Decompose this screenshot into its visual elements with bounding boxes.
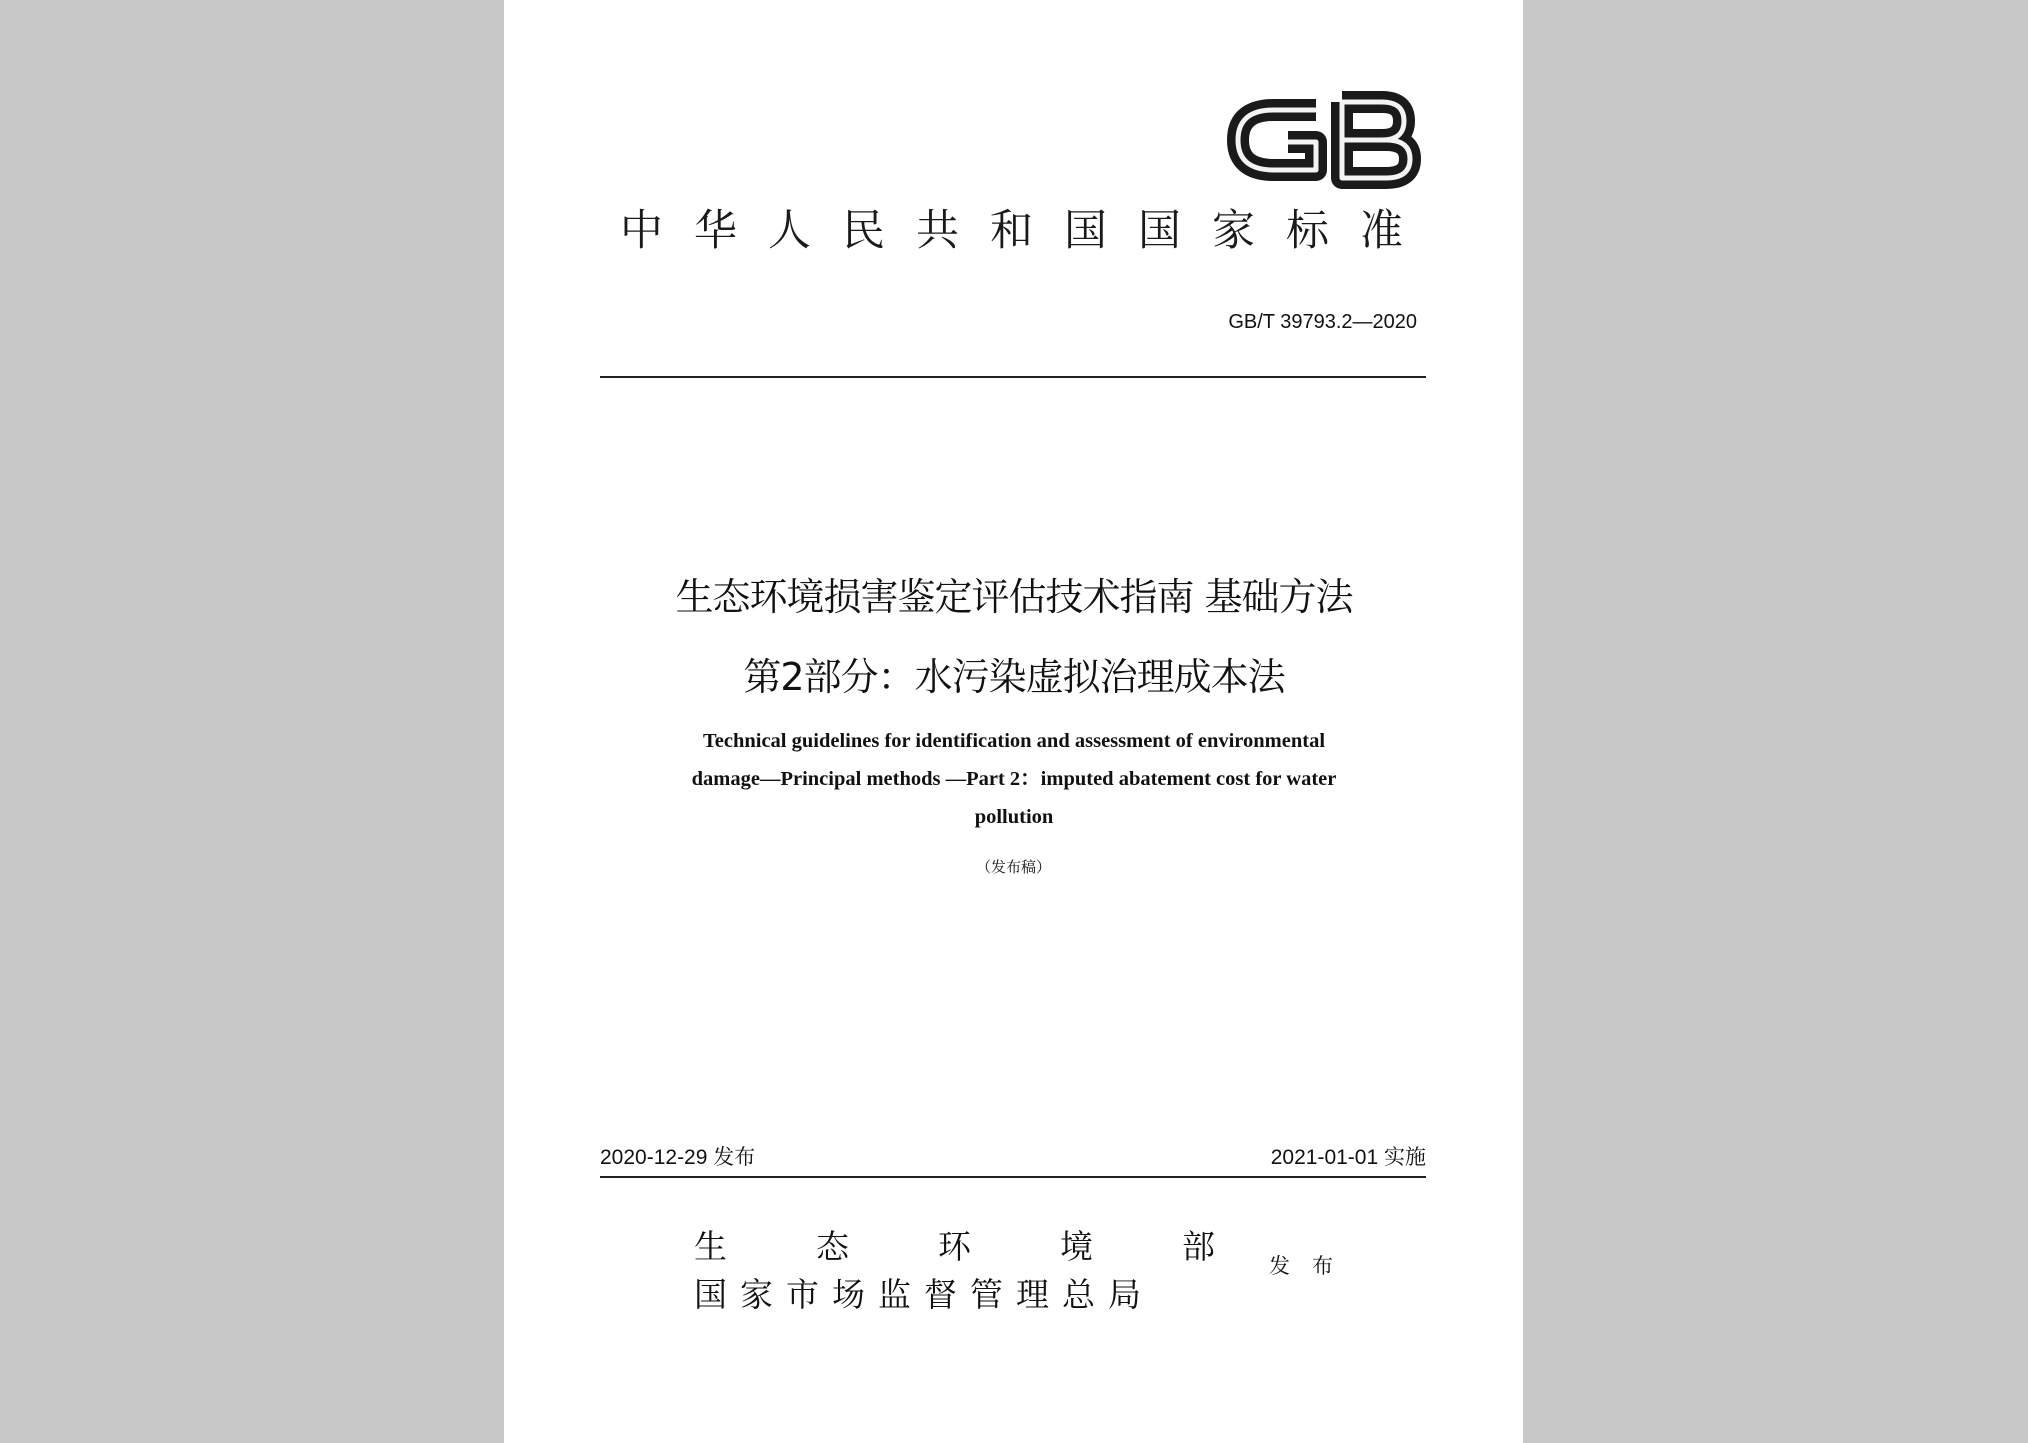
issue-label: 发布 xyxy=(1269,1254,1355,1278)
title-en xyxy=(604,722,1424,836)
issue-date: 2020-12-29 发布 xyxy=(600,1146,756,1169)
gb-logo-icon xyxy=(1224,88,1424,192)
title-en-line-3: pollution xyxy=(974,806,1054,828)
title-zh-line-2: 第2部分：水污染虚拟治理成本法 xyxy=(743,655,1285,699)
issuer-administration: 国家市场监督管理总局 xyxy=(694,1275,1154,1314)
issuer-ministry: 生态环境部 xyxy=(694,1227,1304,1266)
draft-note: （发布稿） xyxy=(975,858,1051,876)
top-divider xyxy=(600,376,1426,378)
standard-number: GB/T 39793.2—2020 xyxy=(1228,311,1417,333)
document-page xyxy=(504,0,1523,1443)
implement-date: 2021-01-01 实施 xyxy=(1270,1146,1426,1169)
bottom-divider xyxy=(600,1176,1426,1178)
title-en-line-1: Technical guidelines for identification and assessment of environmental xyxy=(702,730,1326,752)
title-zh-line-1: 生态环境损害鉴定评估技术指南 基础方法 xyxy=(675,575,1353,619)
date-row xyxy=(600,1143,1426,1173)
title-en-line-2: damage—Principal methods —Part 2：imputed abatement cost for water xyxy=(691,768,1337,790)
country-standard-title: 中华人民共和国国家标准 xyxy=(620,206,1434,256)
